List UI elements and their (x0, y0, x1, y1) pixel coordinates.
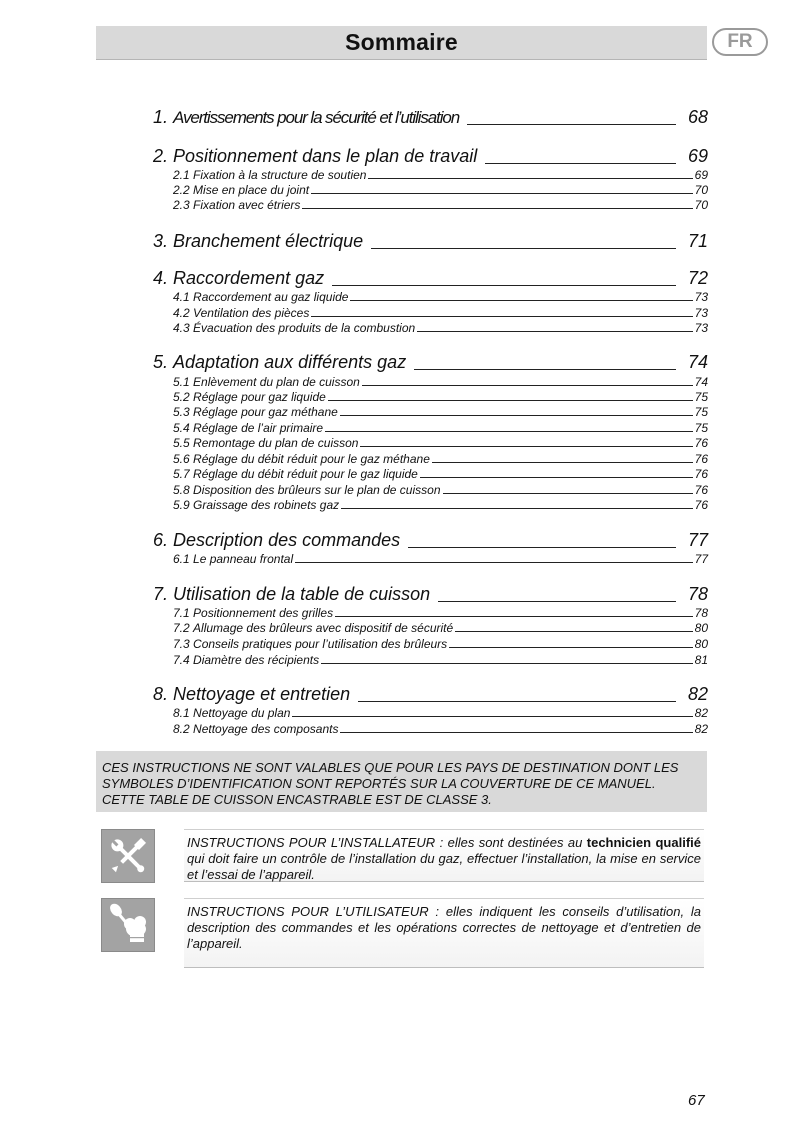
toc-section-row (173, 705, 708, 720)
toc-title: Allumage des brûleurs avec dispositif de sécurité (193, 621, 454, 635)
toc-chapter-row (153, 106, 708, 128)
toc-page-number: 76 (694, 452, 708, 466)
toc-title: Nettoyage du plan (193, 706, 291, 720)
toc-section-row (173, 482, 708, 497)
toc-chapter-row (153, 583, 708, 605)
destination-notice (96, 751, 707, 812)
toc-section-row (173, 605, 708, 620)
toc-leader (432, 462, 693, 463)
toc-leader (417, 331, 692, 332)
toc-chapter-row (153, 145, 708, 167)
toc-number: 1. (153, 107, 169, 127)
toc-title: Remontage du plan de cuisson (193, 436, 359, 450)
notice-line: SYMBOLES D’IDENTIFICATION SONT REPORTÉS SUR LA COUVERTURE DE CE MANUEL. (102, 776, 656, 791)
toc-leader (358, 701, 676, 702)
toc-title: Enlèvement du plan de cuisson (193, 375, 360, 389)
toc-title: Conseils pratiques pour l’utilisation des brûleurs (193, 637, 448, 651)
installer-text-rest: qui doit faire un contrôle de l’installation du gaz, effectuer l’installation, la mise en service et l’essai de l’appareil. (187, 851, 701, 882)
toc-number: 7.2 (173, 621, 190, 635)
toc-section-row (173, 451, 708, 466)
toc-chapter-row (153, 529, 708, 551)
toc-leader (350, 300, 692, 301)
toc-leader (485, 163, 676, 164)
toc-page-number: 82 (694, 706, 708, 720)
toc-title: Graissage des robinets gaz (193, 498, 340, 512)
toc-leader (311, 316, 692, 317)
toc-leader (362, 385, 693, 386)
toc-number: 4. (153, 268, 169, 288)
toc-page-number: 74 (687, 352, 708, 372)
header-bar (96, 26, 707, 60)
toc-page-number: 75 (694, 390, 708, 404)
toc-number: 6. (153, 530, 169, 550)
toc-leader (302, 208, 692, 209)
toc-page-number: 73 (694, 290, 708, 304)
toc-title: Avertissements pour la sécurité et l’utilisation (173, 108, 460, 127)
page-title: Sommaire (345, 29, 458, 55)
toc-leader (341, 508, 693, 509)
toc-leader (438, 601, 676, 602)
toc-leader (443, 493, 693, 494)
toc-title: Utilisation de la table de cuisson (173, 584, 431, 604)
toc-number: 5.4 (173, 421, 190, 435)
chef-hat-spoon-icon (101, 898, 155, 952)
toc-section-row (173, 374, 708, 389)
toc-number: 7.4 (173, 653, 190, 667)
toc-title: Raccordement gaz (173, 268, 325, 288)
toc-page-number: 75 (694, 405, 708, 419)
toc-number: 8.2 (173, 722, 190, 736)
installer-text-lead: INSTRUCTIONS POUR L’INSTALLATEUR : elles sont destinées au (187, 835, 587, 850)
wrench-screwdriver-icon (101, 829, 155, 883)
toc-page-number: 74 (694, 375, 708, 389)
toc-page-number: 82 (687, 684, 708, 704)
toc-title: Positionnement des grilles (193, 606, 334, 620)
toc-number: 7.3 (173, 637, 190, 651)
toc-number: 5.7 (173, 467, 190, 481)
toc-page-number: 69 (687, 146, 708, 166)
toc-leader (360, 446, 692, 447)
toc-page-number: 81 (694, 653, 708, 667)
toc-chapter-row (153, 351, 708, 373)
toc-title: Fixation à la structure de soutien (193, 168, 367, 182)
user-text: INSTRUCTIONS POUR L’UTILISATEUR : elles indiquent les conseils d’utilisation, la description des commandes et les opérations correctes de nettoyage et d’entretien de l’appareil. (187, 904, 701, 951)
toc-title: Raccordement au gaz liquide (193, 290, 349, 304)
toc-title: Le panneau frontal (193, 552, 294, 566)
toc-leader (328, 400, 693, 401)
toc-leader (467, 124, 676, 125)
notice-line: CES INSTRUCTIONS NE SONT VALABLES QUE POUR LES PAYS DE DESTINATION DONT LES (102, 760, 679, 775)
toc-page-number: 76 (694, 436, 708, 450)
toc-title: Disposition des brûleurs sur le plan de cuisson (193, 483, 441, 497)
toc-number: 5.3 (173, 405, 190, 419)
toc-leader (292, 716, 692, 717)
toc-number: 2.2 (173, 183, 190, 197)
toc-page-number: 80 (694, 621, 708, 635)
toc-number: 8.1 (173, 706, 190, 720)
toc-title: Description des commandes (173, 530, 401, 550)
toc-page-number: 76 (694, 498, 708, 512)
toc-title: Fixation avec étriers (193, 198, 301, 212)
toc-title: Branchement électrique (173, 231, 364, 251)
toc-page-number: 77 (687, 530, 708, 550)
toc-section-row (173, 389, 708, 404)
toc-leader (335, 616, 693, 617)
toc-leader (321, 663, 693, 664)
toc-page-number: 70 (694, 198, 708, 212)
toc-section-row (173, 721, 708, 736)
toc-section-row (173, 497, 708, 512)
toc-title: Réglage pour gaz liquide (193, 390, 326, 404)
toc-title: Réglage du débit réduit pour le gaz liquide (193, 467, 418, 481)
toc-leader (408, 547, 676, 548)
toc-section-row (173, 636, 708, 651)
toc-chapter-row (153, 267, 708, 289)
toc-section-row (173, 305, 708, 320)
toc-page-number: 78 (687, 584, 708, 604)
toc-section-row (173, 197, 708, 212)
toc-title: Nettoyage des composants (193, 722, 339, 736)
toc-leader (325, 431, 693, 432)
toc-number: 8. (153, 684, 169, 704)
toc-title: Mise en place du joint (193, 183, 310, 197)
toc-section-row (173, 435, 708, 450)
toc-number: 5.6 (173, 452, 190, 466)
page-number: 67 (688, 1092, 705, 1109)
toc-leader (295, 562, 693, 563)
toc-title: Nettoyage et entretien (173, 684, 351, 704)
toc-leader (340, 415, 693, 416)
toc-page-number: 82 (694, 722, 708, 736)
toc-number: 5.2 (173, 390, 190, 404)
toc-leader (455, 631, 692, 632)
toc-number: 4.1 (173, 290, 190, 304)
toc-number: 7.1 (173, 606, 190, 620)
toc-leader (368, 178, 692, 179)
toc-number: 5. (153, 352, 169, 372)
toc-leader (311, 193, 693, 194)
toc-section-row (173, 289, 708, 304)
toc-section-row (173, 620, 708, 635)
toc-number: 2. (153, 146, 169, 166)
toc-page-number: 71 (687, 231, 708, 251)
toc-number: 7. (153, 584, 169, 604)
toc-title: Évacuation des produits de la combustion (193, 321, 416, 335)
toc-chapter-row (153, 230, 708, 252)
toc-page-number: 72 (687, 268, 708, 288)
installer-instructions (184, 829, 704, 882)
toc-number: 4.2 (173, 306, 190, 320)
toc-title: Ventilation des pièces (193, 306, 310, 320)
toc-leader (371, 248, 676, 249)
toc-page-number: 68 (687, 107, 708, 127)
toc-title: Réglage de l’air primaire (193, 421, 324, 435)
toc-section-row (173, 320, 708, 335)
toc-number: 5.9 (173, 498, 190, 512)
toc-page-number: 69 (694, 168, 708, 182)
toc-number: 6.1 (173, 552, 190, 566)
toc-section-row (173, 551, 708, 566)
toc-section-row (173, 420, 708, 435)
toc-section-row (173, 404, 708, 419)
user-instructions (184, 898, 704, 968)
toc-leader (449, 647, 692, 648)
installer-text-bold: technicien qualifié (586, 835, 701, 850)
toc-section-row (173, 182, 708, 197)
toc-section-row (173, 652, 708, 667)
toc-number: 2.1 (173, 168, 190, 182)
toc-page-number: 73 (694, 306, 708, 320)
toc-title: Réglage pour gaz méthane (193, 405, 338, 419)
toc-title: Diamètre des récipients (193, 653, 320, 667)
toc-leader (414, 369, 676, 370)
toc-page-number: 70 (694, 183, 708, 197)
toc-section-row (173, 466, 708, 481)
toc-number: 3. (153, 231, 169, 251)
toc-number: 5.1 (173, 375, 190, 389)
toc-chapter-row (153, 683, 708, 705)
language-badge: FR (712, 28, 768, 56)
toc-title: Réglage du débit réduit pour le gaz méthane (193, 452, 430, 466)
toc-page-number: 75 (694, 421, 708, 435)
toc-number: 2.3 (173, 198, 190, 212)
toc-page-number: 76 (694, 467, 708, 481)
toc-number: 5.5 (173, 436, 190, 450)
toc-section-row (173, 167, 708, 182)
toc-leader (340, 732, 692, 733)
toc-leader (420, 477, 693, 478)
toc-leader (332, 285, 676, 286)
notice-line: CETTE TABLE DE CUISSON ENCASTRABLE EST DE CLASSE 3. (102, 792, 492, 807)
toc-title: Positionnement dans le plan de travail (173, 146, 478, 166)
toc-number: 4.3 (173, 321, 190, 335)
toc-page-number: 80 (694, 637, 708, 651)
toc-title: Adaptation aux différents gaz (173, 352, 407, 372)
toc-page-number: 78 (694, 606, 708, 620)
toc-page-number: 76 (694, 483, 708, 497)
toc-page-number: 73 (694, 321, 708, 335)
toc-page-number: 77 (694, 552, 708, 566)
toc-number: 5.8 (173, 483, 190, 497)
